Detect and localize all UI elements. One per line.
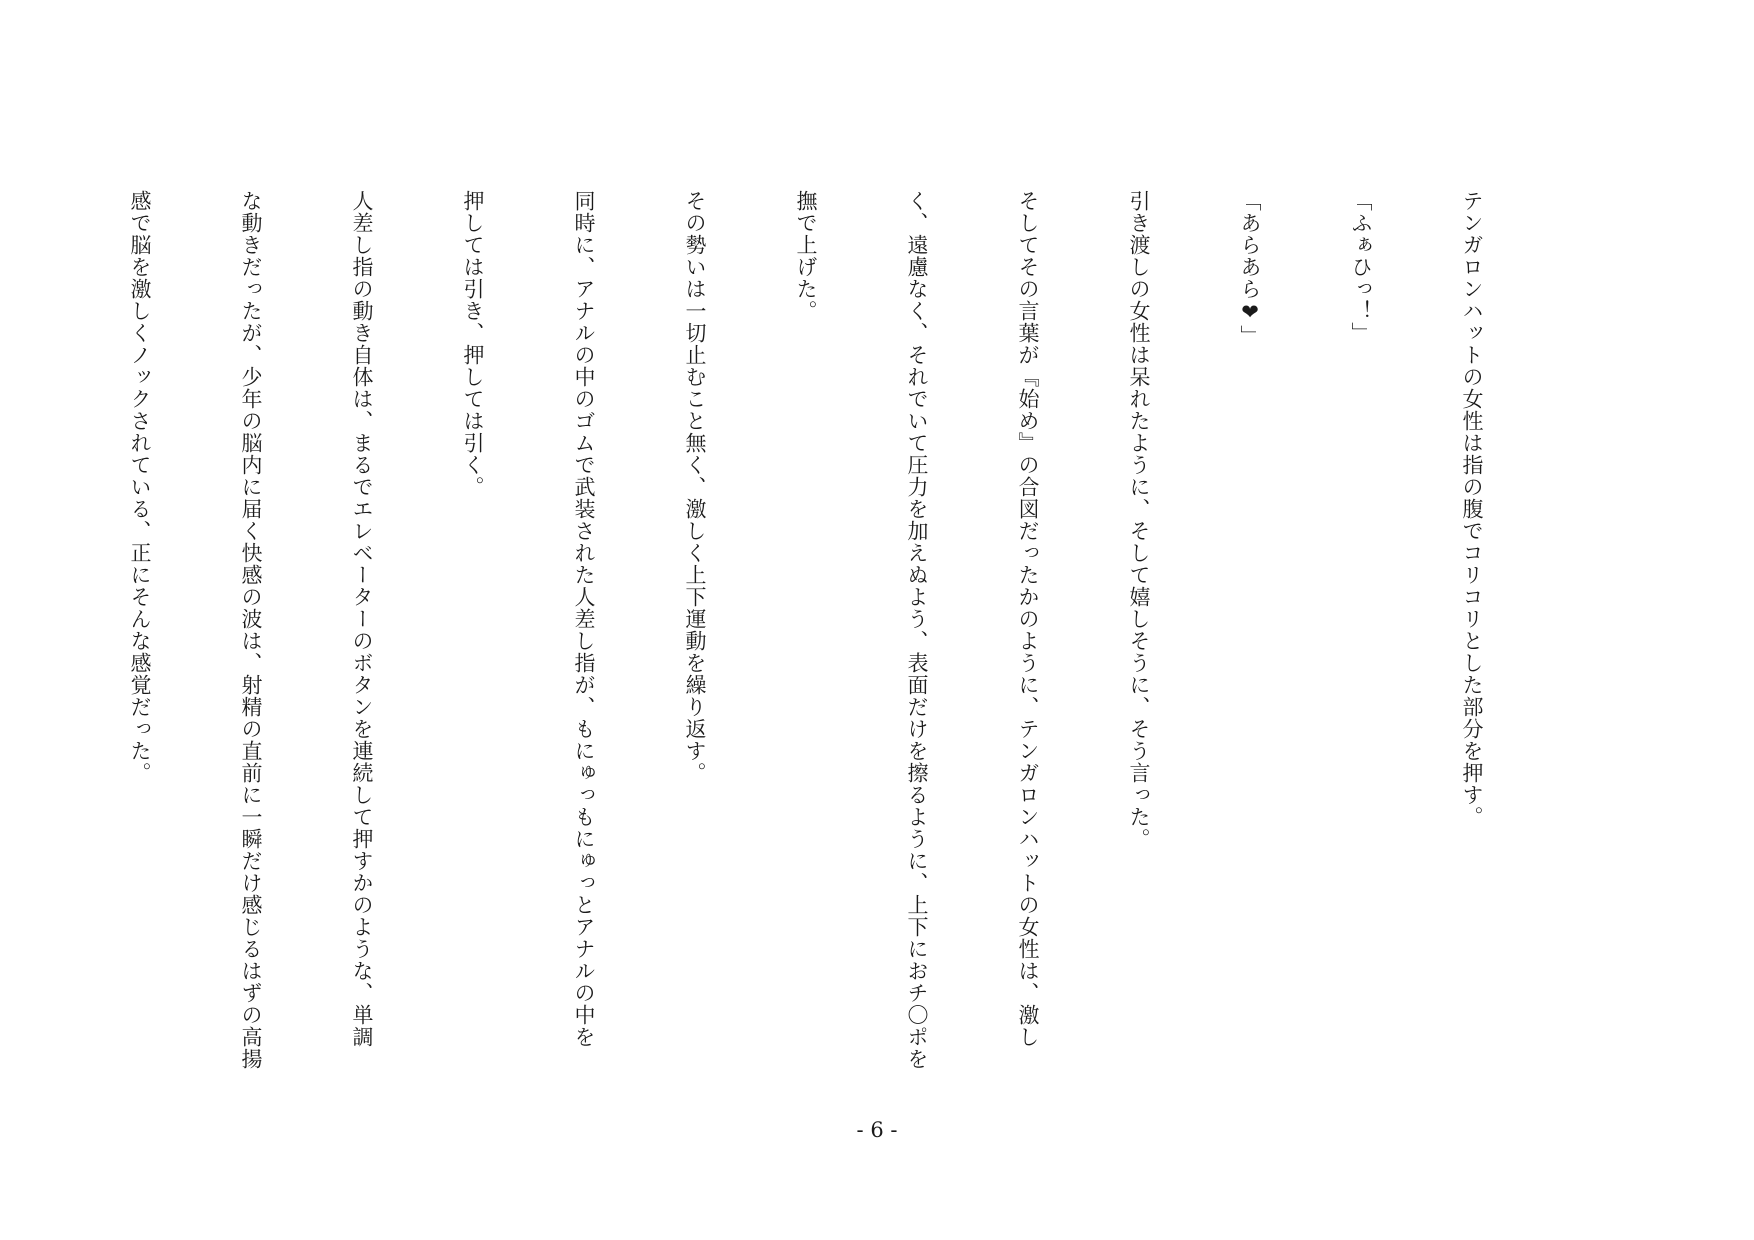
text-line-4: 引き渡しの女性は呆れたように、そして嬉しそうに、そう言った。 — [1127, 190, 1151, 850]
text-line-8: その勢いは一切止むこと無く、激しく上下運動を繰り返す。 — [683, 190, 707, 784]
text-line-1: テンガロンハットの女性は指の腹でコリコリとした部分を押す。 — [1460, 190, 1484, 828]
text-line-5: そしてその言葉が『始め』の合図だったかのように、テンガロンハットの女性は、激し — [1016, 190, 1040, 1048]
text-line-12: な動きだったが、少年の脳内に届く快感の波は、射精の直前に一瞬だけ感じるはずの高揚 — [239, 190, 263, 1070]
text-line-2: 「ふぁひっ！」 — [1349, 190, 1373, 344]
text-line-9: 同時に、アナルの中のゴムで武装された人差し指が、もにゅっもにゅっとアナルの中を — [572, 190, 596, 1048]
page-number: - 6 - — [856, 1118, 898, 1142]
body-text — [128, 190, 1564, 1110]
text-line-3: 「あらあら❤」 — [1238, 190, 1262, 347]
text-line-7: 撫で上げた。 — [794, 190, 818, 322]
text-line-13: 感で脳を激しくノックされている、正にそんな感覚だった。 — [128, 190, 152, 784]
text-line-6: く、遠慮なく、それでいて圧力を加えぬよう、表面だけを擦るように、上下におチ〇ポを — [905, 190, 929, 1070]
text-line-11: 人差し指の動き自体は、まるでエレベーターのボタンを連続して押すかのような、単調 — [350, 190, 374, 1048]
text-line-10: 押しては引き、押しては引く。 — [461, 190, 485, 498]
